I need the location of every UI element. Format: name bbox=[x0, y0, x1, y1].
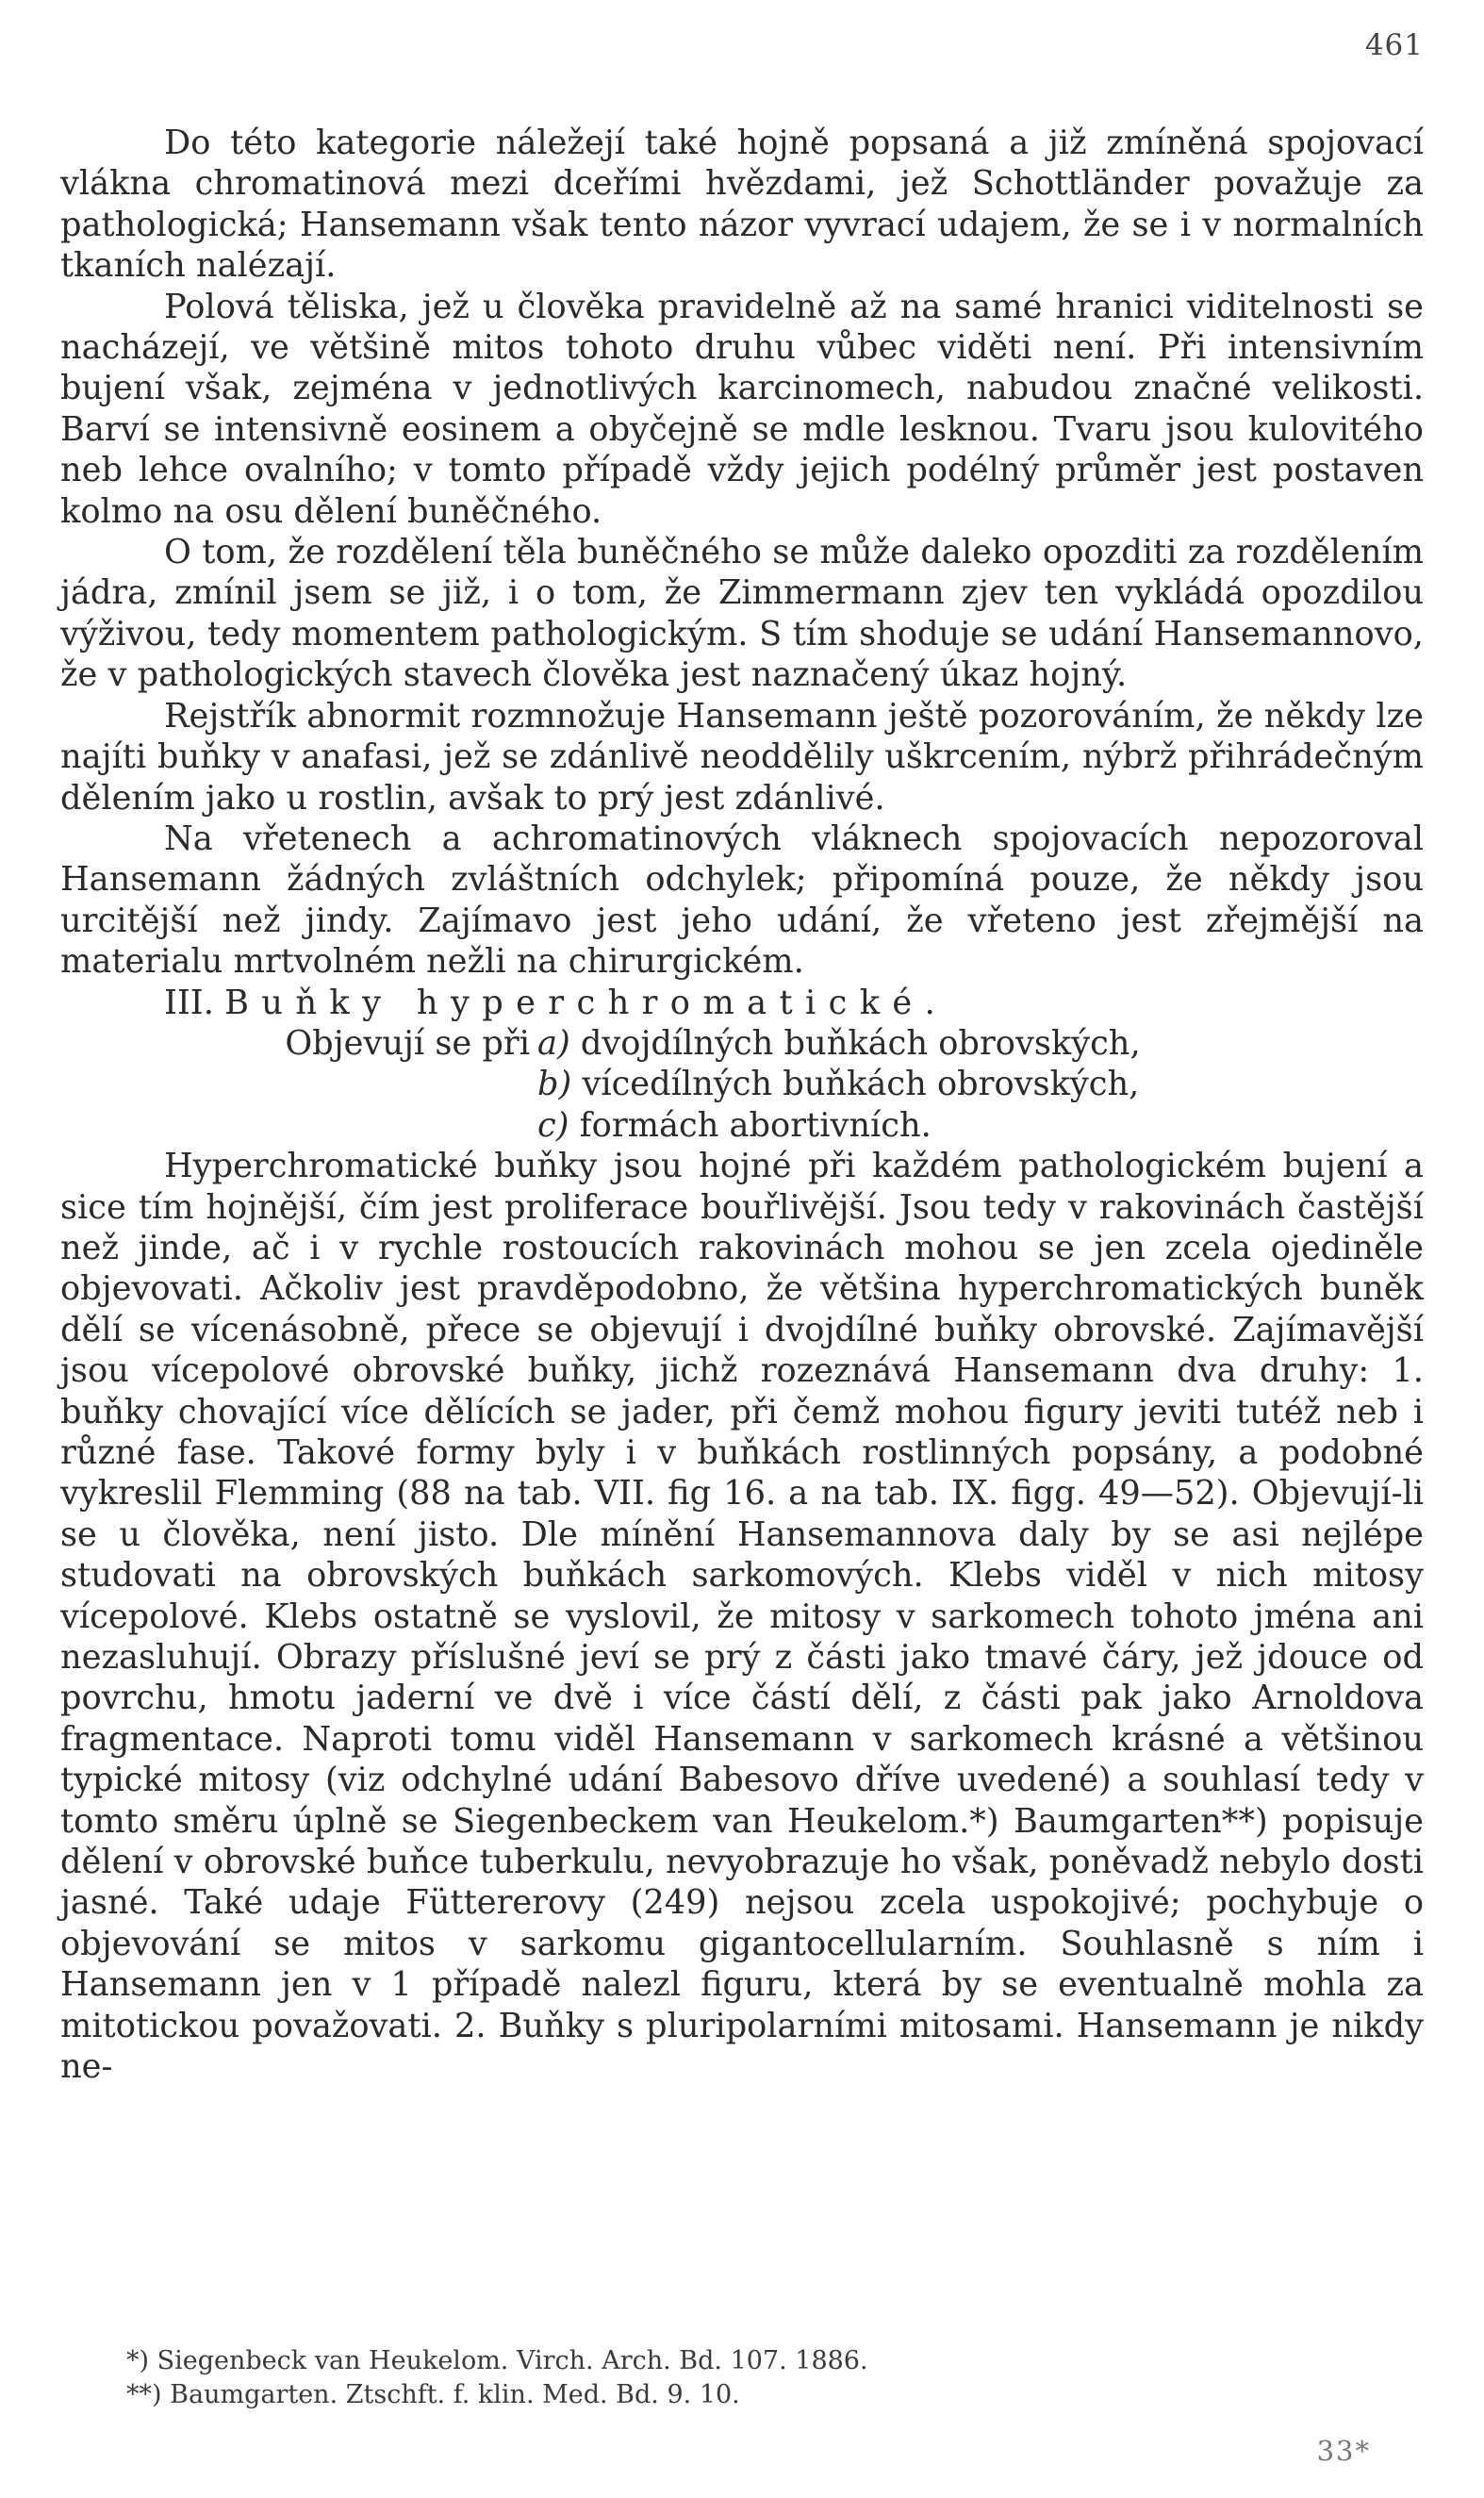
list-label: a) bbox=[537, 1023, 570, 1063]
list-text: vícedílných buňkách obrovských, bbox=[582, 1065, 1140, 1104]
paragraph-hyperchromaticke-bunky: Hyperchromatické buňky jsou hojné při každém pathologickém bujení a sice tím hojnější, čím jest proliferace bouřlivější. Jsou tedy v rakovinách častější než jinde, ač i v rychle rostoucích rakovinách mohou se jen zcela ojediněle objevovati. Ačkoliv jest pravděpodobno, že většina hyperchromatických buněk dělí se vícenásobně, přece se objevují i dvojdílné buňky obrovské. Zajímavější jsou vícepolové obrovské buňky, jichž rozeznává Hansemann dva druhy: 1. buňky chovající více dělících se jader, při čemž mohou figury jeviti tutéž neb i různé fase. Takové formy byly i v buňkách rostlinných popsány, a podobné vykreslil Flemming (88 na tab. VII. fig 16. a na tab. IX. figg. 49—52). Objevují-li se u člověka, není jisto. Dle mínění Hansemannova daly by se asi nejlépe studovati na obrovských buňkách sarkomových. Klebs viděl v nich mitosy vícepolové. Klebs ostatně se vyslovil, že mitosy v sarkomech tohoto jména ani nezasluhují. Obrazy příslušné jeví se prý z části jako tmavé čáry, jež jdouce od povrchu, hmotu jaderní ve dvě i více částí dělí, z části pak jako Arnoldova fragmentace. Naproti tomu viděl Hansemann v sarkomech krásné a většinou typické mitosy (viz odchylné udání Babesovo dříve uvedené) a souhlasí tedy v tomto směru úplně se Siegenbeckem van Heukelom.*) Baumgarten**) popisuje dělení v obrovské buňce tuberkulu, nevyobrazuje ho však, poněvadž nebylo dosti jasné. Také udaje Füttererovy (249) nejsou zcela uspokojivé; pochybuje o objevování se mitos v sarkomu gigantocellularním. Souhlasně s ním i Hansemann jen v 1 případě nalezl figuru, která by se eventualně mohla za mitotickou považovati. 2. Buňky s pluripolarními mitosami. Hansemann je nikdy ne- bbox=[60, 1147, 1424, 2087]
sheet-signature: 33* bbox=[1316, 2435, 1371, 2467]
footnote-text: Siegenbeck van Heukelom. Virch. Arch. Bd. 107. 1886. bbox=[157, 2346, 868, 2375]
paragraph-vretena: Na vřetenech a achromatinových vláknech spojovacích nepozoroval Hansemann žádných zvláštních odchylek; připomíná pouze, že někdy jsou urcitější než jindy. Zajímavo jest jeho udání, že vřeteno jest zřejmější na materialu mrtvolném nežli na chirurgickém. bbox=[60, 819, 1424, 982]
paragraph-rozdeleni-tela: O tom, že rozdělení těla buněčného se může daleko opozditi za rozdělením jádra, zmínil jsem se již, i o tom, že Zimmermann zjev ten vykládá opozdilou výživou, tedy momentem pathologickým. S tím shoduje se udání Hansemannovo, že v pathologických stavech člověka jest naznačený úkaz hojný. bbox=[60, 533, 1424, 695]
section-title: Buňky hyperchromatické. bbox=[224, 983, 948, 1022]
list-text: dvojdílných buňkách obrovských, bbox=[580, 1023, 1141, 1063]
paragraph-spojovaci-vlakna: Do této kategorie náležejí také hojně popsaná a již zmíněná spojovací vlákna chromatinová mezi dceřími hvězdami, jež Schottländer považuje za pathologická; Hansemann však tento názor vyvrací udajem, že se i v normalních tkaních nalézají. bbox=[60, 124, 1424, 286]
section-heading bbox=[60, 983, 1424, 1023]
footnote-mark: **) bbox=[126, 2380, 162, 2409]
paragraph-polova-teliska: Polová těliska, jež u člověka pravidelně až na samé hranici viditelnosti se nacházejí, ve většině mitos tohoto druhu vůbec viděti není. Při intensivním bujení však, zejména v jednotlivých karcinomech, nabudou značné velikosti. Barví se intensivně eosinem a obyčejně se mdle lesknou. Tvaru jsou kulovitého neb lehce ovalního; v tomto případě vždy jejich podélný průměr jest postaven kolmo na osu dělení buněčného. bbox=[60, 287, 1424, 531]
list-label: c) bbox=[537, 1105, 569, 1145]
list-label: b) bbox=[537, 1065, 572, 1104]
list-text: formách abortivních. bbox=[579, 1105, 932, 1145]
list-item bbox=[60, 1105, 1424, 1146]
paragraph-rejstrik-abnormit: Rejstřík abnormit rozmnožuje Hansemann ještě pozorováním, že někdy lze najíti buňky v anafasi, jež se zdánlivě neoddělily uškrcením, nýbrž přihrádečným dělením jako u rostlin, avšak to prý jest zdánlivé. bbox=[60, 696, 1424, 818]
list-item bbox=[60, 1064, 1424, 1104]
footnote-mark: *) bbox=[126, 2346, 150, 2375]
footnote bbox=[60, 2344, 1424, 2378]
page-number: 461 bbox=[1364, 28, 1424, 62]
footnotes bbox=[60, 2344, 1424, 2412]
section-numeral: III. bbox=[164, 983, 214, 1022]
footnote bbox=[60, 2378, 1424, 2412]
list-lead: Objevují se při bbox=[285, 1023, 530, 1063]
footnote-text: Baumgarten. Ztschft. f. klin. Med. Bd. 9. 10. bbox=[170, 2380, 740, 2409]
body-text bbox=[60, 123, 1424, 2088]
list-item bbox=[60, 1023, 1424, 1064]
